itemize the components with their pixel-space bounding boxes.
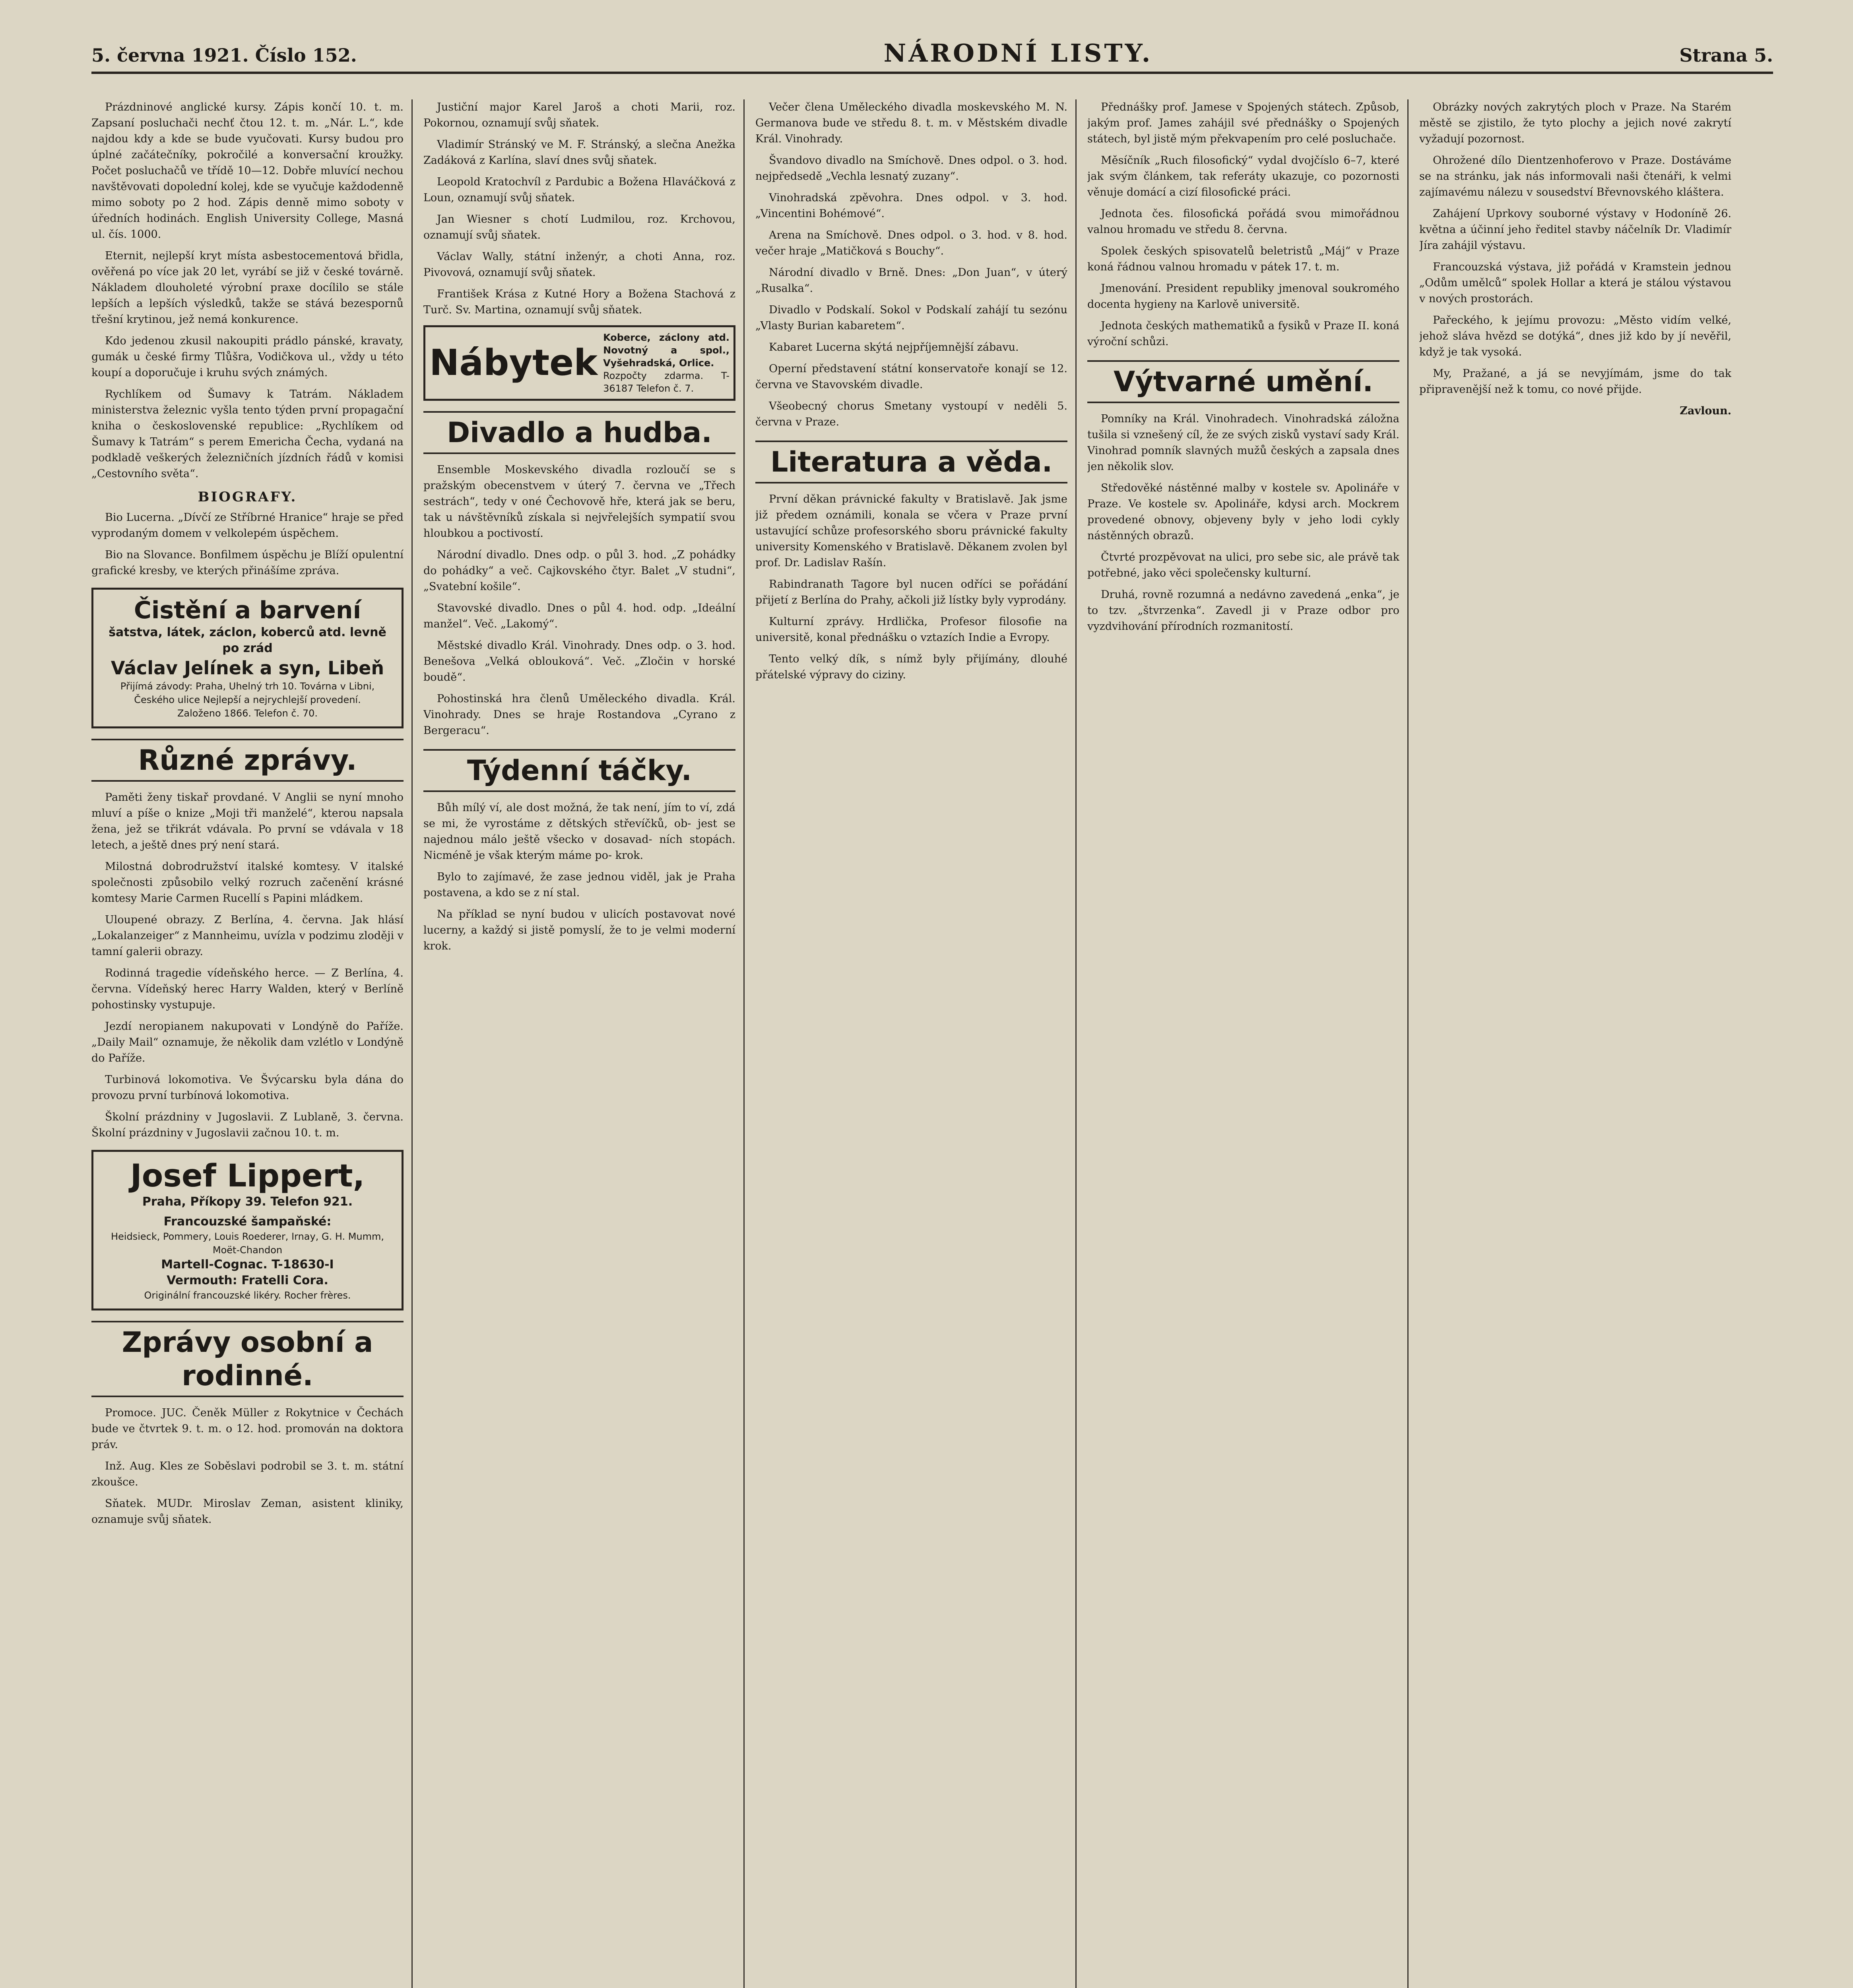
ad-footer: Rozpočty zdarma. T-36187 Telefon č. 7. bbox=[603, 370, 730, 394]
newspaper-title: NÁRODNÍ LISTY. bbox=[883, 39, 1153, 68]
author-signature: Zavloun. bbox=[1680, 405, 1731, 417]
article: Zahájení Uprkovy souborné výstavy v Hodoníně 26. května a účinní jeho ředitel stavby náčelník Dr. Vladimír Jíra zahájil výstavu. bbox=[1419, 208, 1731, 252]
article: Bio Lucerna. „Dívčí ze Stříbrné Hranice“ hraje se před vyprodaným domem v velkolepém úspěchem. bbox=[91, 511, 404, 540]
section-title: Týdenní táčky. bbox=[423, 749, 735, 792]
column-1 bbox=[91, 99, 404, 1988]
article: Jednota čes. filosofická pořádá svou mimořádnou valnou hromadu ve středu 8. června. bbox=[1087, 208, 1399, 236]
article: Divadlo v Podskalí. Sokol v Podskalí zahájí tu sezónu „Vlasty Burian kabaretem“. bbox=[755, 304, 1067, 332]
article: Uloupené obrazy. Z Berlína, 4. června. Jak hlásí „Lokalanzeiger“ z Mannheimu, uvízla v podzimu zloději v tamní galerii obrazy. bbox=[91, 914, 404, 958]
article: Kabaret Lucerna skýtá nejpříjemnější zábavu. bbox=[769, 341, 1019, 353]
article: Čtvrté prozpěvovat na ulici, pro sebe sic, ale právě tak potřebné, jako věci společensky kulturní. bbox=[1087, 551, 1399, 579]
article: Bůh mílý ví, ale dost možná, že tak není, jím to ví, zdá se mi, že vyrostáme z dětských střevíčků, ob- jest se najednou málo ještě všecko v dosavad- ních stopách. Nicméně je však kterým máme po- krok. bbox=[423, 802, 735, 862]
article: Ohrožené dílo Dientzenhoferovo v Praze. Dostáváme se na stránku, jak nás informovali naši čtenáři, k velmi zajímavému nálezu v sousedství Břevnovského kláštera. bbox=[1419, 154, 1731, 198]
article: Jmenování. President republiky jmenoval soukromého docenta hygieny na Karlově universitě. bbox=[1087, 282, 1399, 311]
article: My, Pražané, a já se nevyjímám, jsme do tak připravenější než k tomu, co nové přijde. bbox=[1419, 367, 1731, 396]
article: Spolek českých spisovatelů beletristů „Máj“ v Praze koná řádnou valnou hromadu v pátek 17. t. m. bbox=[1087, 245, 1399, 273]
column-2 bbox=[423, 99, 735, 1988]
article: Vladimír Stránský ve M. F. Stránský, a slečna Anežka Zadáková z Karlína, slaví dnes svůj sňatek. bbox=[423, 138, 735, 167]
article: Školní prázdniny v Jugoslavii. Z Lublaně, 3. června. Školní prázdniny v Jugoslavii začnou 10. t. m. bbox=[91, 1111, 404, 1139]
article: Rychlíkem od Šumavy k Tatrám. Nákladem ministerstva železnic vyšla tento týden první propagační kniha o československé republice: „Rychlíkem od Šumavy k Tatrám“ s perem Emericha Čecha, vydaná na podkladě veškerých železničních jízdních řádů v komisi „Cestovního světa“. bbox=[91, 388, 404, 480]
advertisement-lippert bbox=[91, 1150, 404, 1310]
article: Rabindranath Tagore byl nucen odříci se pořádání přijetí z Berlína do Prahy, ačkoli již lístky byly vyprodány. bbox=[755, 578, 1067, 606]
article: Stavovské divadlo. Dnes o půl 4. hod. odp. „Ideální manžel“. Več. „Lakomý“. bbox=[423, 602, 735, 630]
article: Justiční major Karel Jaroš a choti Marii, roz. Pokornou, oznamují svůj sňatek. bbox=[423, 101, 735, 129]
article: První děkan právnické fakulty v Bratislavě. Jak jsme již předem oznámili, konala se včera v Praze první ustavující schůze profesorského sboru právnické fakulty university Komenského v Bratislavě. Děkanem zvolen byl prof. Dr. Ladislav Rašín. bbox=[755, 493, 1067, 569]
ad-text: Heidsieck, Pommery, Louis Roederer, Irnay, G. H. Mumm, Moët-Chandon bbox=[111, 1231, 384, 1256]
article: Bylo to zajímavé, že zase jednou viděl, jak je Praha postavena, a kdo se z ní stal. bbox=[423, 871, 735, 899]
article: Bio na Slovance. Bonfilmem úspěchu je Blíží opulentní grafické kresby, ve kterých přinášíme zpráva. bbox=[91, 549, 404, 577]
ad-text: Koberce, záclony atd. Novotný a spol., Vyšehradská, Orlice. bbox=[603, 332, 730, 369]
article: Francouzská výstava, již pořádá v Kramstein jednou „Odům umělců“ spolek Hollar a která je stálou výstavou v nových prostorách. bbox=[1419, 261, 1731, 305]
article: Promoce. JUC. Čeněk Müller z Rokytnice v Čechách bude ve čtvrtek 9. t. m. o 12. hod. promován na doktora práv. bbox=[91, 1407, 404, 1451]
article: Večer člena Uměleckého divadla moskevského M. N. Germanova bude ve středu 8. t. m. v Městském divadle Král. Vinohrady. bbox=[755, 101, 1067, 145]
advertisement-jelinek bbox=[91, 588, 404, 728]
column-4 bbox=[1087, 99, 1399, 1988]
ad-text: Vermouth: Fratelli Cora. bbox=[167, 1274, 328, 1287]
masthead bbox=[91, 28, 1773, 74]
ad-company: Václav Jelínek a syn, Libeň bbox=[111, 657, 384, 679]
section-title: Různé zprávy. bbox=[91, 739, 404, 782]
article: Všeobecný chorus Smetany vystoupí v neděli 5. června v Praze. bbox=[755, 400, 1067, 428]
article: Švandovo divadlo na Smíchově. Dnes odpol. o 3. hod. nejpředsedě „Vechla lesnatý zuzany“. bbox=[755, 154, 1067, 182]
article: Vinohradská zpěvohra. Dnes odpol. v 3. hod. „Vincentini Bohémové“. bbox=[755, 192, 1067, 220]
article: Národní divadlo. Dnes odp. o půl 3. hod. „Z pohádky do pohádky“ a več. Cajkovského čtyr. Balet „V studni“, „Svatební košile“. bbox=[423, 549, 735, 593]
article: Paměti ženy tiskař provdané. V Anglii se nyní mnoho mluví a píše o knize „Moji tři manželé“, kterou napsala žena, jež se třikrát vdávala. Po první se vdávala v 18 letech, a ještě dnes prý není stará. bbox=[91, 791, 404, 851]
article: Měsíčník „Ruch filosofický“ vydal dvojčíslo 6–7, které jak svým článkem, tak referáty ukazuje, co pozornosti věnuje domácí a cizí filosofické práci. bbox=[1087, 154, 1399, 198]
ad-footer: Založeno 1866. Telefon č. 70. bbox=[177, 708, 318, 719]
column-5 bbox=[1419, 99, 1731, 1988]
article: Národní divadlo v Brně. Dnes: „Don Juan“, v úterý „Rusalka“. bbox=[755, 266, 1067, 295]
article: Václav Wally, státní inženýr, a choti Anna, roz. Pivovová, oznamují svůj sňatek. bbox=[423, 250, 735, 279]
column-divider bbox=[1075, 99, 1077, 1988]
article: Na příklad se nyní budou v ulicích postavovat nové lucerny, a každý si jistě pomyslí, že to je velmi moderní krok. bbox=[423, 908, 735, 952]
page-number: Strana 5. bbox=[1679, 45, 1773, 66]
ad-text: Martell-Cognac. T-18630-I bbox=[161, 1258, 334, 1272]
article: Jan Wiesner s chotí Ludmilou, roz. Krchovou, oznamují svůj sňatek. bbox=[423, 213, 735, 241]
article: Leopold Kratochvíl z Pardubic a Božena Hlaváčková z Loun, oznamují svůj sňatek. bbox=[423, 176, 735, 204]
article: Druhá, rovně rozumná a nedávno zavedená „enka“, je to tzv. „štvrzenka“. Zavedl ji v Praze odbor pro vyzdvihování přírodních rozmanitostí. bbox=[1087, 588, 1399, 633]
article: Jednota českých mathematiků a fysiků v Praze II. koná výroční schůzi. bbox=[1087, 320, 1399, 348]
article: Milostná dobrodružství italské komtesy. V italské společnosti způsobilo velký rozruch začenění krásné komtesy Marie Carmen Rucellí s Papini mládkem. bbox=[91, 860, 404, 905]
ad-address: Praha, Příkopy 39. Telefon 921. bbox=[142, 1195, 353, 1209]
ad-subhead: Francouzské šampaňské: bbox=[163, 1215, 332, 1229]
ad-headline: Čistění a barvení bbox=[134, 596, 361, 624]
advertisement-nabytek bbox=[423, 325, 735, 401]
article: Ensemble Moskevského divadla rozloučí se s pražským obecenstvem v úterý 7. června ve „Třech sestrách“, tedy v oné Čechovově hře, která jak se beru, tak u návštěvníků získala si nejvřelejších sympatií svou hloubkou a poctivostí. bbox=[423, 464, 735, 540]
section-title: Literatura a věda. bbox=[755, 441, 1067, 483]
article: František Krása z Kutné Hory a Božena Stachová z Turč. Sv. Martina, oznamují svůj sňatek. bbox=[423, 288, 735, 316]
article: Jezdí neropianem nakupovati v Londýně do Paříže. „Daily Mail“ oznamuje, že několik dam vzlétlo v Londýně do Paříže. bbox=[91, 1020, 404, 1064]
ad-headline: Nábytek bbox=[429, 342, 598, 384]
article: Prázdninové anglické kursy. Zápis končí 10. t. m. Zapsaní posluchači nechť čtou 12. t. m. „Nár. L.“, kde najdou kdy a kde se bude vyučovati. Kursy budou pro úplné začátečníky, pokročilé a konversační kroužky. Počet posluchačů ve třídě 10—12. Dobře mluvící nechou navštěvovati dopolední kolej, kde se vyučuje každodenně mimo soboty po 2 hod. Zápis denně mimo soboty v úředních hodinách. English University College, Masná ul. čís. 1000. bbox=[91, 101, 404, 241]
column-3 bbox=[755, 99, 1067, 1988]
article: Pomníky na Král. Vinohradech. Vinohradská záložna tušila si vznešený cíl, že ze svých zisků vystaví sady Král. Vinohrad pomník slavných mužů českých a zapsala dnes jen několik slov. bbox=[1087, 413, 1399, 473]
ad-company: Josef Lippert, bbox=[130, 1158, 365, 1194]
article: Středověké nástěnné malby v kostele sv. Apolináře v Praze. Ve kostele sv. Apolináře, kdysi arch. Mockrem provedené obnovy, objeveny byly v jeho lodi cykly nástěnných obrazů. bbox=[1087, 482, 1399, 542]
section-title: Zprávy osobní a rodinné. bbox=[91, 1321, 404, 1397]
article: Eternit, nejlepší kryt místa asbestocementová břidla, ověřená po více jak 20 let, vyrábí se již v české továrně. Nákladem dlouholeté výrobní praxe docílilo se stále lepších a lepších výsledků, takže se stává bezespornů třešní krytinou, jež nemá konkurence. bbox=[91, 250, 404, 326]
article: Městské divadlo Král. Vinohrady. Dnes odp. o 3. hod. Benešova „Velká oblouková“. Več. „Zločin v horské boudě“. bbox=[423, 639, 735, 683]
article: Turbinová lokomotiva. Ve Švýcarsku byla dána do provozu první turbínová lokomotiva. bbox=[91, 1074, 404, 1102]
article: Arena na Smíchově. Dnes odpol. o 3. hod. v 8. hod. večer hraje „Matičková s Bouchy“. bbox=[755, 229, 1067, 257]
column-divider bbox=[411, 99, 413, 1988]
section-heading: BIOGRAFY. bbox=[198, 489, 297, 505]
article: Obrázky nových zakrytých ploch v Praze. Na Starém městě se zjistilo, že tyto plochy a jejich nové zakrytí vyžadují pozornost. bbox=[1419, 101, 1731, 145]
section-title: Divadlo a hudba. bbox=[423, 411, 735, 454]
article: Pařeckého, k jejímu provozu: „Město vidím velké, jehož sláva hvězd se dotýká“, dnes již kdo by jí nevěřil, když je tak vysoká. bbox=[1419, 314, 1731, 358]
article: Pohostinská hra členů Uměleckého divadla. Král. Vinohrady. Dnes se hraje Rostandova „Cyrano z Bergeracu“. bbox=[423, 693, 735, 737]
issue-date: 5. června 1921. Číslo 152. bbox=[91, 45, 357, 66]
article: Kulturní zprávy. Hrdlička, Profesor filosofie na universitě, konal přednášku o vztazích Indie a Evropy. bbox=[755, 615, 1067, 644]
article: Kdo jedenou zkusil nakoupiti prádlo pánské, kravaty, gumák u české firmy Tlůšra, Vodičkova ul., vždy u této koupí a doporučuje i kruhu svých známých. bbox=[91, 335, 404, 379]
article: Operní představení státní konservatoře konají se 12. června ve Stavovském divadle. bbox=[755, 363, 1067, 391]
ad-subline: šatstva, látek, záclon, koberců atd. levně po zrád bbox=[109, 625, 386, 655]
article: Rodinná tragedie vídeňského herce. — Z Berlína, 4. června. Vídeňský herec Harry Walden, který v Berlíně pohostinsky vystupuje. bbox=[91, 967, 404, 1011]
column-divider bbox=[1407, 99, 1409, 1988]
ad-text: Originální francouzské likéry. Rocher frères. bbox=[144, 1290, 351, 1301]
ad-text: Přijímá závody: Praha, Uhelný trh 10. Továrna v Libni, Českého ulice Nejlepší a nejrychlejší provedení. bbox=[120, 681, 375, 705]
article: Sňatek. MUDr. Miroslav Zeman, asistent kliniky, oznamuje svůj sňatek. bbox=[91, 1497, 404, 1526]
article: Tento velký dík, s nímž byly přijímány, dlouhé přátelské výpravy do ciziny. bbox=[755, 653, 1067, 681]
article: Inž. Aug. Kles ze Soběslavi podrobil se 3. t. m. státní zkoušce. bbox=[91, 1460, 404, 1488]
article: Přednášky prof. Jamese v Spojených státech. Způsob, jakým prof. James zahájil své přednášky o Spojených státech, byl jistě mým překvapením pro celé posluchače. bbox=[1087, 101, 1399, 145]
column-divider bbox=[743, 99, 745, 1988]
section-title: Výtvarné umění. bbox=[1087, 360, 1399, 403]
